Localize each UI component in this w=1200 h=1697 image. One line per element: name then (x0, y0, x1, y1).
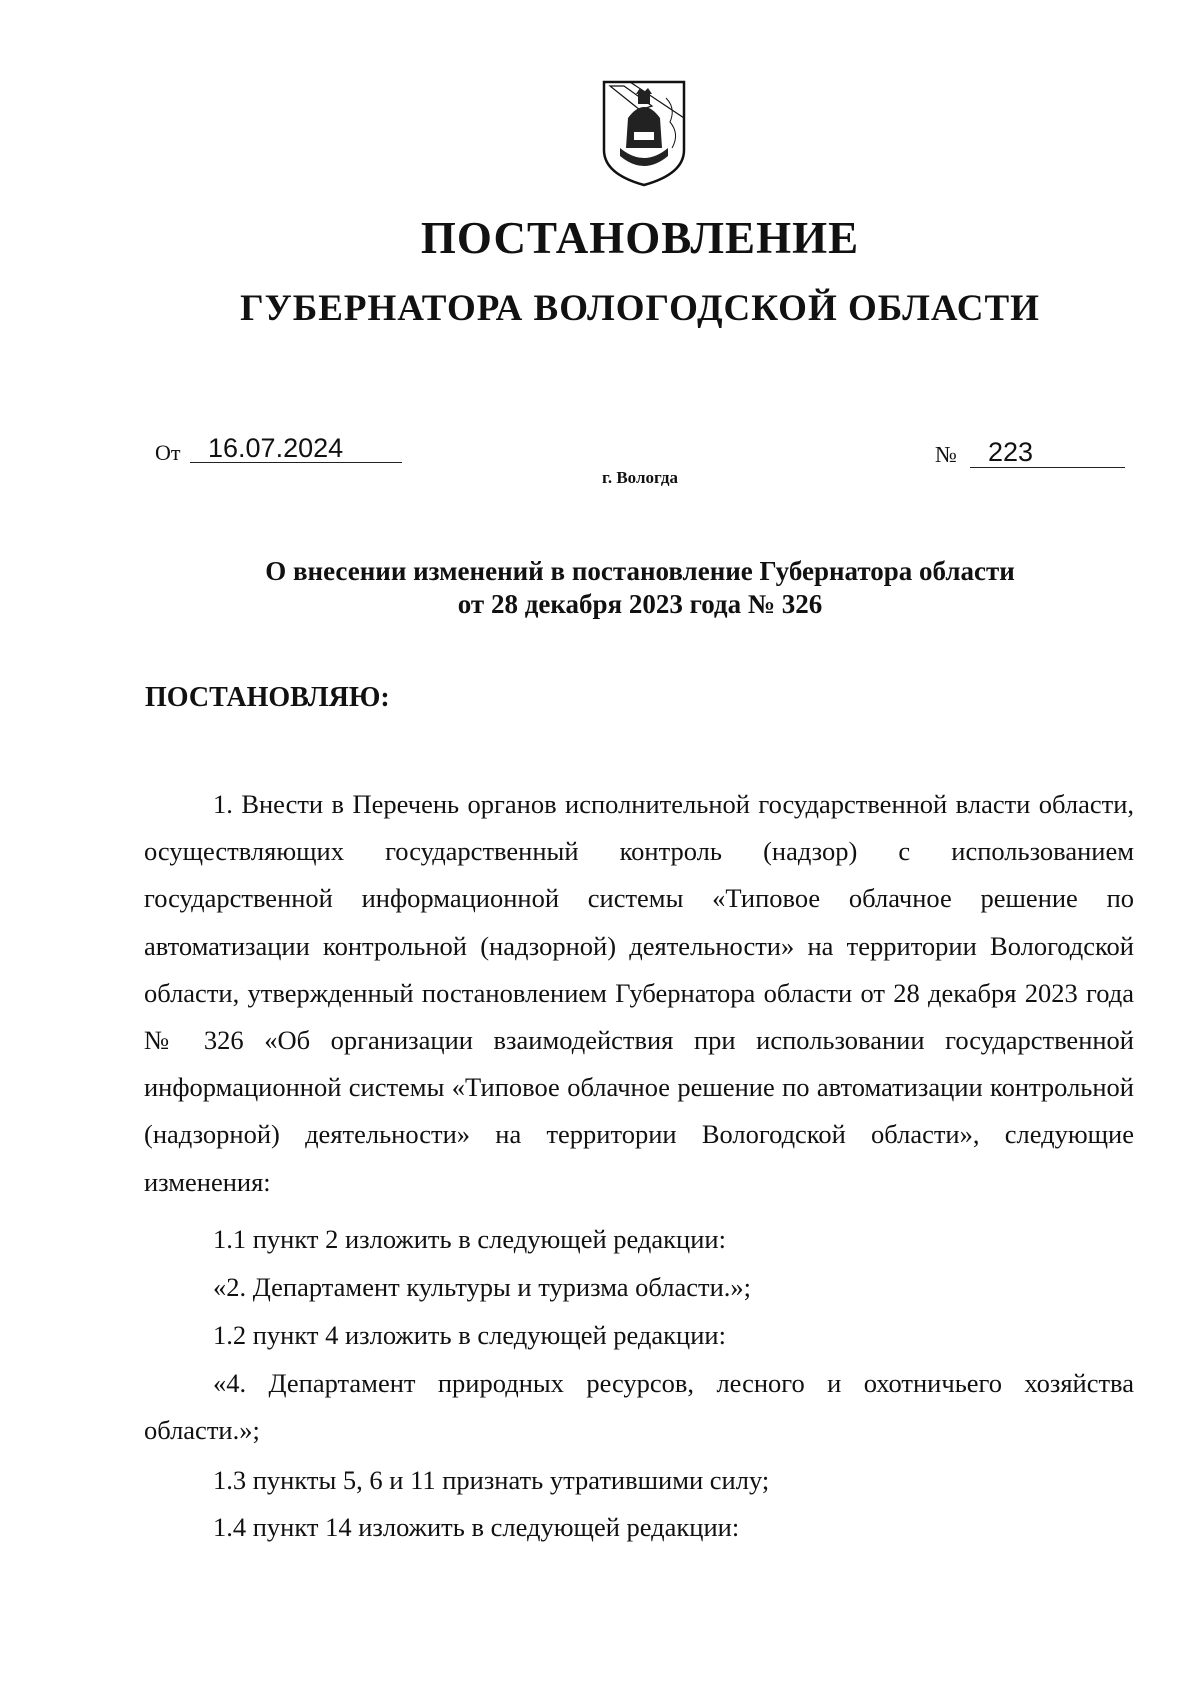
item-1-3: 1.3 пункты 5, 6 и 11 признать утратившими силу; (213, 1465, 770, 1495)
item-1-4: 1.4 пункт 14 изложить в следующей редакции: (213, 1512, 740, 1542)
subject-heading-line2: от 28 декабря 2023 года № 326 (457, 589, 823, 619)
document-date: 16.07.2024 (208, 433, 344, 463)
document-title: ПОСТАНОВЛЕНИЕ (420, 213, 860, 263)
number-prefix-label: № (935, 442, 957, 467)
paragraph-1: 1. Внести в Перечень органов исполнительной государственной власти области, осуществляющих государственный контроль (надзор) с использованием государственной информационной системы «Типовое облачное решение по автоматизации контрольной (надзорной) деятельности» на территории Вологодской области, утвержденный постановлением Губернатора области от 28 декабря 2023 года № 326 «Об организации взаимодействия при использовании государственной информационной системы «Типовое облачное решение по автоматизации контрольной (надзорной) деятельности» на территории Вологодской области», следующие изменения: (144, 789, 1134, 1197)
coat-of-arms-emblem (600, 78, 688, 188)
document-number: 223 (988, 437, 1034, 467)
city-label: г. Вологда (602, 468, 678, 487)
item-1-2: 1.2 пункт 4 изложить в следующей редакции: (213, 1320, 726, 1350)
item-1-2-text: «4. Департамент природных ресурсов, лесного и охотничьего хозяйства области.»; (144, 1368, 1134, 1446)
document-issuer: ГУБЕРНАТОРА ВОЛОГОДСКОЙ ОБЛАСТИ (240, 288, 1040, 329)
item-1-1-text: «2. Департамент культуры и туризма области.»; (213, 1272, 751, 1302)
subject-heading-line1: О внесении изменений в постановление Губернатора области (265, 556, 1015, 586)
date-prefix-label: От (155, 440, 181, 465)
decree-label: ПОСТАНОВЛЯЮ: (145, 682, 390, 713)
item-1-1: 1.1 пункт 2 изложить в следующей редакции: (213, 1224, 726, 1254)
